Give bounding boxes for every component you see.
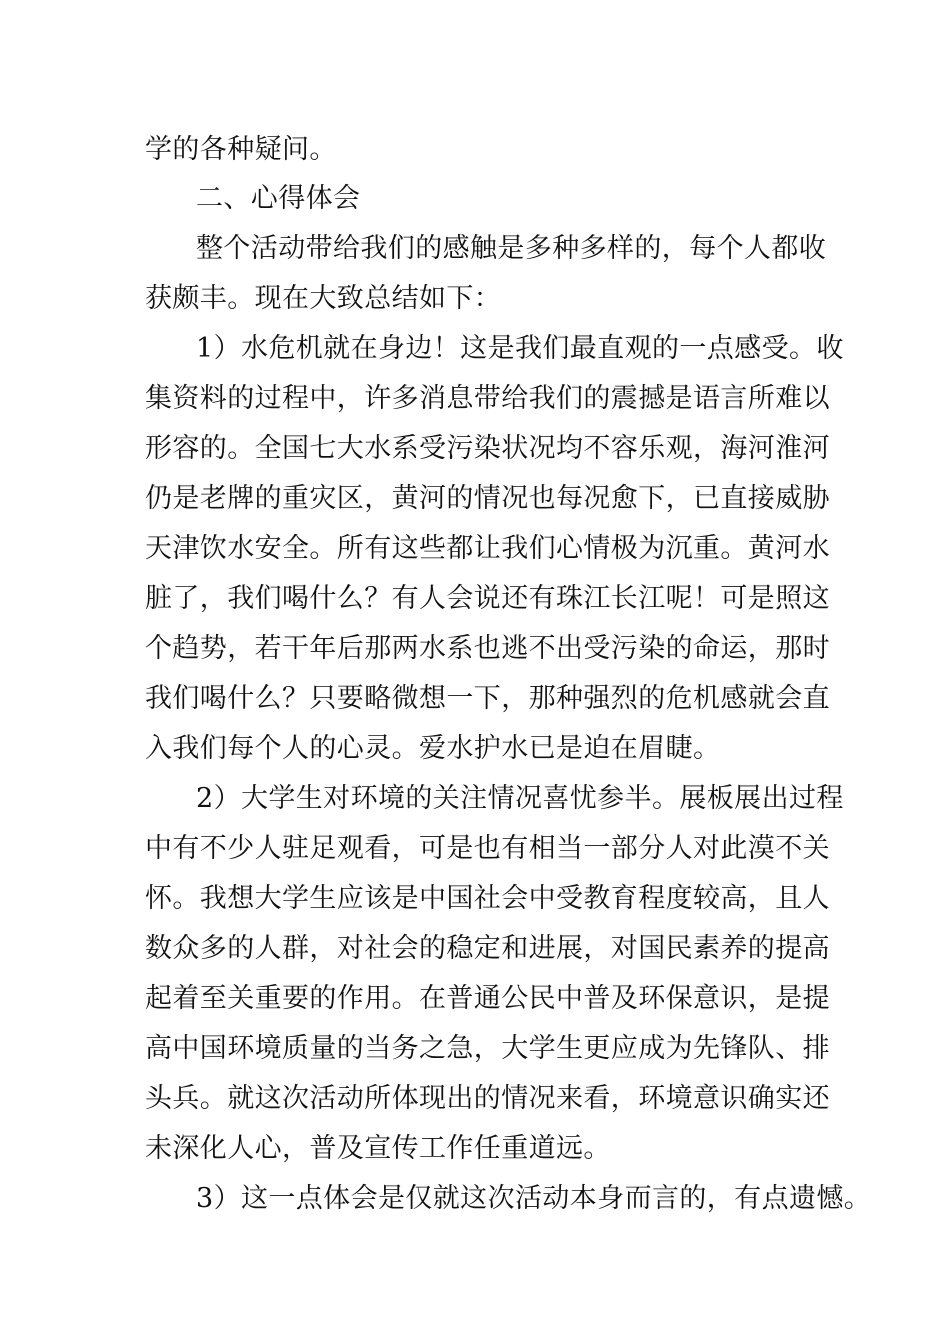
paragraph-line: 仍是老牌的重灾区，黄河的情况也每况愈下，已直接威胁 bbox=[145, 483, 830, 514]
paragraph-line: 怀。我想大学生应该是中国社会中受教育程度较高，且人 bbox=[145, 883, 830, 914]
section-heading: 二、心得体会 bbox=[196, 183, 361, 214]
paragraph-line: 我们喝什么？只要略微想一下，那种强烈的危机感就会直 bbox=[145, 683, 830, 714]
paragraph-line: 中有不少人驻足观看，可是也有相当一部分人对此漠不关 bbox=[145, 833, 830, 864]
paragraph-line: 获颇丰。现在大致总结如下： bbox=[145, 283, 502, 314]
paragraph-line: 3）这一点体会是仅就这次活动本身而言的，有点遗憾。 bbox=[196, 1183, 872, 1214]
paragraph-line: 起着至关重要的作用。在普通公民中普及环保意识，是提 bbox=[145, 983, 830, 1014]
paragraph-line: 整个活动带给我们的感触是多种多样的，每个人都收 bbox=[196, 233, 827, 264]
paragraph-line: 脏了，我们喝什么？有人会说还有珠江长江呢！可是照这 bbox=[145, 583, 830, 614]
paragraph-line: 集资料的过程中，许多消息带给我们的震撼是语言所难以 bbox=[145, 383, 830, 414]
paragraph-line: 未深化人心，普及宣传工作任重道远。 bbox=[145, 1133, 611, 1164]
paragraph-line: 高中国环境质量的当务之急，大学生更应成为先锋队、排 bbox=[145, 1033, 830, 1064]
paragraph-line: 个趋势，若干年后那两水系也逃不出受污染的命运，那时 bbox=[145, 633, 830, 664]
paragraph-line: 2）大学生对环境的关注情况喜忧参半。展板展出过程 bbox=[196, 783, 844, 814]
paragraph-line: 天津饮水安全。所有这些都让我们心情极为沉重。黄河水 bbox=[145, 533, 830, 564]
paragraph-line: 数众多的人群，对社会的稳定和进展，对国民素养的提高 bbox=[145, 933, 830, 964]
paragraph-line: 入我们每个人的心灵。爱水护水已是迫在眉睫。 bbox=[145, 733, 721, 764]
paragraph-line: 学的各种疑问。 bbox=[145, 134, 337, 165]
paragraph-line: 头兵。就这次活动所体现出的情况来看，环境意识确实还 bbox=[145, 1083, 830, 1114]
paragraph-line: 1）水危机就在身边！这是我们最直观的一点感受。收 bbox=[196, 333, 844, 364]
paragraph-line: 形容的。全国七大水系受污染状况均不容乐观，海河淮河 bbox=[145, 433, 830, 464]
